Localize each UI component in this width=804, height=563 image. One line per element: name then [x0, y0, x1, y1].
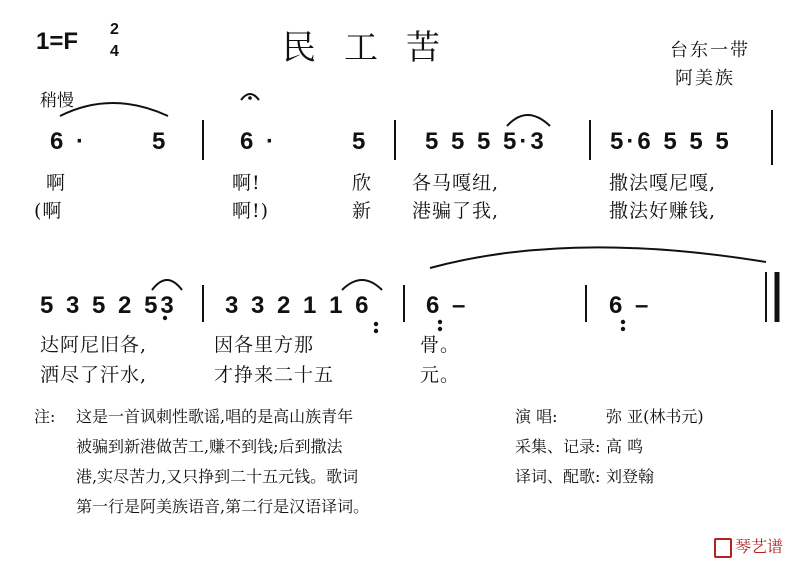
song-title: 民工苦 — [282, 28, 468, 68]
lyric: 撒法好赚钱, — [609, 200, 717, 222]
octave-dot — [621, 320, 625, 324]
note-group: 5·6 5 5 5 — [610, 128, 732, 155]
tempo-marking: 稍慢 — [40, 91, 74, 111]
note-line: 被骗到新港做苦工,赚不到钱;后到撒法 — [76, 437, 343, 456]
slur — [152, 280, 182, 290]
octave-dot — [621, 327, 625, 331]
lyric: 洒尽了汗水, — [40, 364, 148, 386]
lyric: 新 — [352, 200, 373, 222]
lyric: 各马嘎纽, — [412, 172, 500, 194]
note-group: 6 · — [240, 128, 278, 155]
note-group: 6 – — [609, 292, 652, 319]
watermark-logo-icon — [714, 538, 732, 558]
lyric: 啊! — [232, 172, 261, 194]
key-signature: 1=F — [36, 28, 79, 55]
note-group: 5 — [152, 128, 169, 155]
lyric: 才挣来二十五 — [214, 364, 335, 386]
region-label: 台东一带 — [670, 40, 750, 61]
note-line: 港,实尽苦力,又只挣到二十五元钱。歌词 — [76, 467, 359, 486]
note-line: 第一行是阿美族语音,第二行是汉语译词。 — [76, 497, 370, 516]
watermark-text: 琴艺谱 — [735, 539, 784, 556]
ethnic-group-label: 阿美族 — [675, 68, 735, 89]
lyric: (啊 — [34, 200, 63, 222]
slur — [507, 115, 550, 126]
note-group: 3 3 2 1 1 6 — [225, 292, 372, 319]
lyric: 港骗了我, — [412, 200, 500, 222]
octave-dot — [374, 329, 378, 333]
time-signature-numerator: 2 — [110, 21, 119, 38]
note-group: 5 5 5 5·3 — [425, 128, 547, 155]
watermark — [714, 534, 783, 558]
credit-role: 采集、记录: — [515, 437, 601, 456]
credit-name: 高 鸣 — [606, 437, 644, 456]
octave-dot — [438, 320, 442, 324]
lyric: 欣 — [352, 172, 373, 194]
note-group: 5 3 5 2 53 — [40, 292, 177, 319]
lyric: 骨。 — [420, 334, 461, 356]
credit-name: 刘登翰 — [606, 467, 655, 486]
note-group: 6 – — [426, 292, 469, 319]
lyric: 啊!) — [232, 200, 270, 222]
credit-role: 演 唱: — [515, 407, 558, 426]
fermata-dot — [248, 96, 252, 100]
lyric: 撒法嘎尼嘎, — [609, 172, 717, 194]
note-group: 5 — [352, 128, 369, 155]
lyric: 元。 — [420, 364, 461, 386]
note-line: 这是一首讽刺性歌谣,唱的是高山族青年 — [76, 407, 354, 426]
note-group: 6 · — [50, 128, 88, 155]
credit-role: 译词、配歌: — [515, 467, 601, 486]
note-label: 注: — [34, 407, 56, 426]
time-signature-denominator: 4 — [110, 43, 119, 60]
octave-dot — [374, 322, 378, 326]
lyric: 达阿尼旧各, — [40, 334, 148, 356]
slur — [60, 103, 168, 116]
slur — [342, 280, 382, 290]
credit-name: 弥 亚(林书元) — [606, 407, 704, 426]
lyric: 因各里方那 — [214, 334, 315, 356]
slur-long — [430, 247, 766, 268]
lyric: 啊 — [46, 172, 67, 194]
